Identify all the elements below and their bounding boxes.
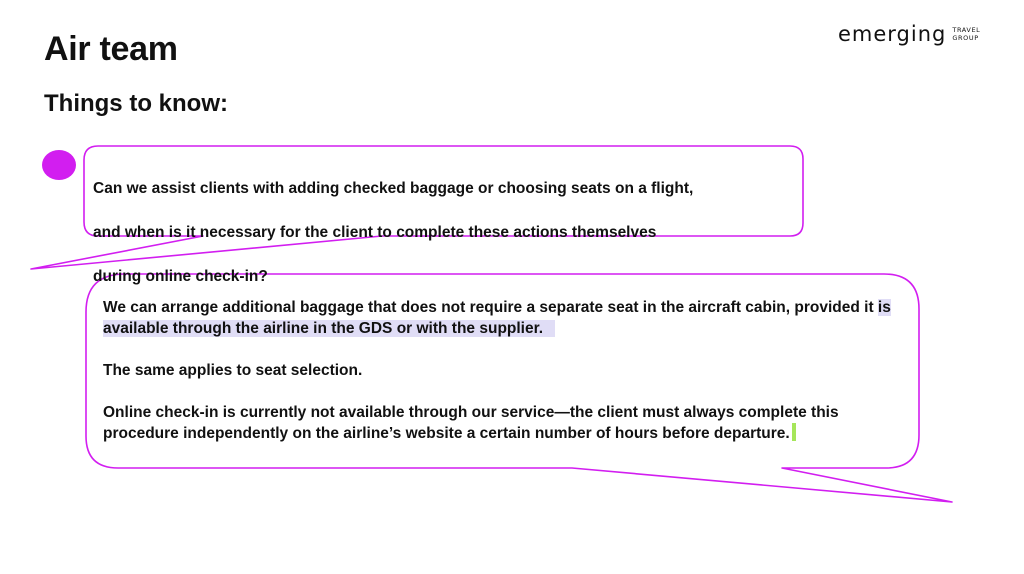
page-subtitle: Things to know: xyxy=(44,90,228,117)
text-cursor-marker xyxy=(792,423,796,441)
answer-highlighted-text: is available through the airline in the GDS or with the supplier. xyxy=(103,299,891,337)
answer-p3-text: Online check-in is currently not available through our service—the client must always complete this procedure independently on the airline’s website a certain number of hours before departure. xyxy=(103,404,839,442)
question-line-2: and when is it necessary for the client to complete these actions themselves xyxy=(93,224,657,241)
answer-paragraph-1 xyxy=(103,297,903,339)
question-line-1: Can we assist clients with adding checked baggage or choosing seats on a flight, xyxy=(93,180,694,197)
accent-dot xyxy=(42,150,76,180)
question-text xyxy=(93,156,793,310)
logo-wordmark: emerging xyxy=(838,22,947,46)
answer-paragraph-2: The same applies to seat selection. xyxy=(103,362,363,379)
answer-text xyxy=(103,297,903,444)
question-line-3: during online check-in? xyxy=(93,268,268,285)
logo-sub-line2: GROUP xyxy=(952,34,979,42)
page-title: Air team xyxy=(44,30,178,68)
logo-sub-line1: TRAVEL xyxy=(952,26,981,34)
answer-p1-text: We can arrange additional baggage that does not require a separate seat in the aircraft cabin, provided it xyxy=(103,299,878,316)
answer-paragraph-3 xyxy=(103,402,903,444)
